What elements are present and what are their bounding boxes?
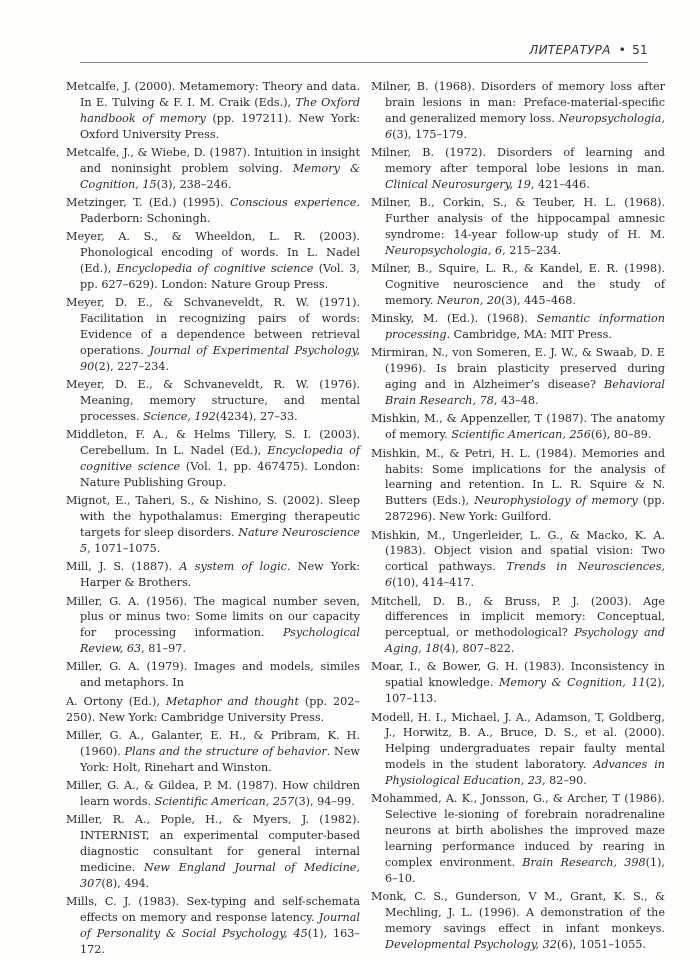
reference-entry xyxy=(66,559,360,591)
reference-post-text: , 43–48. xyxy=(493,394,539,407)
reference-post-text: , 81–97. xyxy=(141,642,186,656)
reference-entry xyxy=(66,295,360,374)
reference-ital-text: Memory & Cognition, 15 xyxy=(80,161,360,191)
reference-pre-text: Mishkin, M., & Appenzeller, T (1987). The anatomy of memory. xyxy=(371,412,665,442)
reference-pre-text: A. Ortony (Ed.), xyxy=(66,694,166,708)
reference-ital-text: Neuropsychologia, 6 xyxy=(385,111,665,141)
reference-pre-text: Mishkin, M., Ungerleider, L. G., & Macko, K. A. (1983). Object vision and spatial vision: Two cortical pathways. xyxy=(371,528,665,574)
reference-post-text: , 1071–1075. xyxy=(87,541,161,555)
reference-ital-text: Psychological Review, 63 xyxy=(80,626,360,656)
reference-pre-text: Miller, G. A. (1979). Images and models, similes and metaphors. In xyxy=(66,660,360,690)
reference-pre-text: Meyer, D. E., & Schvaneveldt, R. W. (1976). Meaning, memory structure, and mental processes. xyxy=(66,378,360,423)
reference-post-text: (10), 414–417. xyxy=(392,576,475,590)
reference-ital-text: Neuron, 20 xyxy=(436,293,502,307)
reference-post-text: , 82–90. xyxy=(542,773,587,787)
reference-post-text: (6), 1051–1055. xyxy=(556,937,646,951)
reference-entry xyxy=(371,411,665,443)
reference-ital-text: The Oxford handbook of memory xyxy=(80,95,360,125)
reference-post-text: (pp. 287296). New York: Guilford. xyxy=(385,494,666,524)
reference-pre-text: Milner, B. (1968). Disorders of memory loss after brain lesions in man: Preface-material-specific and generalized memory loss. xyxy=(371,80,665,125)
reference-post-text: . Paderborn: Schoningh. xyxy=(80,196,360,225)
reference-entry xyxy=(66,894,360,957)
reference-ital-text: Conscious experience xyxy=(229,196,357,210)
reference-entry xyxy=(66,195,360,227)
reference-ital-text: Trends in Neurosciences, 6 xyxy=(385,560,665,590)
reference-post-text: (pp. 197211). New York: Oxford University Press. xyxy=(80,111,360,141)
reference-ital-text: Neuropsychologia, 6 xyxy=(385,243,503,257)
reference-pre-text: Mishkin, M., & Petri, H. L. (1984). Memories and habits: Some implications for the analysis of learning and retention. In L. R. Squire & N. Butters (Eds.), xyxy=(371,446,665,508)
reference-post-text: , 215–234. xyxy=(502,243,562,257)
reference-entry xyxy=(371,195,665,258)
reference-post-text: (Vol. 3, pp. 627–629). London: Nature Group Press. xyxy=(80,262,360,291)
reference-post-text: . New York: Harper & Brothers. xyxy=(80,560,360,590)
reference-post-text: (4234), 27–33. xyxy=(215,409,298,423)
reference-post-text: , 421–446. xyxy=(530,177,590,191)
reference-pre-text: Milner, B. (1972). Disorders of learning and memory after temporal lobe lesions in man. xyxy=(371,145,665,175)
reference-ital-text: Psychology and Aging, 18 xyxy=(385,626,666,656)
reference-entry xyxy=(66,493,360,556)
reference-ital-text: Brain Research, 398 xyxy=(522,855,646,869)
reference-ital-text: Developmental Psychology, 32 xyxy=(385,937,557,951)
reference-ital-text: Scientific American, 257 xyxy=(154,795,295,808)
reference-entry xyxy=(371,889,665,952)
reference-post-text: (Vol. 1, pp. 467475). London: Nature Publishing Group. xyxy=(80,459,360,489)
left-reference-column xyxy=(66,79,360,960)
reference-pre-text: Mitchell, D. B., & Bruss, P. J. (2003). Age differences in implicit memory: Conceptual, perceptual, or methodological? xyxy=(371,594,665,640)
reference-post-text: (3), 94–99. xyxy=(294,795,355,808)
reference-ital-text: Science, 192 xyxy=(143,409,216,423)
reference-ital-text: Encyclopedia of cognitive science xyxy=(116,262,314,276)
reference-ital-text: Metaphor and thought xyxy=(165,694,299,708)
reference-ital-text: Behavioral Brain Research, 78 xyxy=(385,378,665,407)
reference-entry xyxy=(371,446,665,525)
reference-ital-text: Journal of Personality & Social Psychology, 45 xyxy=(80,911,360,940)
reference-pre-text: Metzinger, T. (Ed.) (1995). xyxy=(66,196,230,210)
header-bullet: • xyxy=(618,43,627,57)
reference-post-text: . Cambridge, MA: MIT Press. xyxy=(446,328,612,342)
reference-entry xyxy=(66,427,360,490)
reference-entry xyxy=(371,345,665,408)
reference-entry xyxy=(66,594,360,657)
reference-entry xyxy=(66,728,360,776)
reference-pre-text: Mirmiran, N., von Someren, E. J. W., & Swaab, D. E (1996). Is brain plasticity preserved during aging and in Alzheimer’s disease? xyxy=(371,346,665,392)
reference-pre-text: Middleton, F. A., & Helms Tillery, S. I. (2003). Cerebellum. In L. Nadel (Ed.), xyxy=(66,428,360,458)
reference-entry xyxy=(66,229,360,292)
reference-pre-text: Mills, C. J. (1983). Sex-typing and self-schemata effects on memory and response latency. xyxy=(66,895,360,925)
reference-post-text: (2), 107–113. xyxy=(385,676,665,706)
right-reference-column xyxy=(371,79,665,955)
reference-ital-text: A system of logic xyxy=(179,560,287,574)
reference-entry xyxy=(371,659,665,707)
reference-ital-text: Advances in Physiological Education, 23 xyxy=(385,758,666,787)
reference-ital-text: Clinical Neurosurgery, 19 xyxy=(385,177,531,191)
reference-pre-text: Meyer, A. S., & Wheeldon, L. R. (2003). Phonological encoding of words. In L. Nadel (Ed.), xyxy=(66,230,360,276)
reference-post-text: . New York: Holt, Rinehart and Winston. xyxy=(80,744,360,774)
reference-ital-text: Scientific American, 256 xyxy=(451,428,591,442)
reference-ital-text: Plans and the structure of behavior xyxy=(124,744,327,758)
reference-entry xyxy=(66,377,360,425)
reference-pre-text: Miller, R. A., Pople, H., & Myers, J. (1982). INTERNIST, an experimental computer-based diagnostic consultant for general internal medicine. xyxy=(66,813,360,874)
reference-ital-text: Nature Neuroscience 5 xyxy=(80,525,360,555)
reference-post-text: (pp. 202–250). New York: Cambridge University Press. xyxy=(66,694,360,724)
reference-post-text: (8), 494. xyxy=(101,876,150,890)
running-header xyxy=(80,40,648,63)
reference-entry xyxy=(66,145,360,193)
reference-pre-text: Milner, B., Corkin, S., & Teuber, H. L. (1968). Further analysis of the hippocampal amnesic syndrome: 14-year follow-up study of H. M. xyxy=(371,196,665,241)
reference-post-text: (1), 6–10. xyxy=(385,855,665,885)
reference-post-text: (4), 807–822. xyxy=(439,642,515,656)
reference-ital-text: Journal of Experimental Psychology, 90 xyxy=(80,343,360,373)
reference-entry xyxy=(66,778,360,810)
reference-post-text: (3), 445–468. xyxy=(501,293,576,307)
reference-pre-text: Mill, J. S. (1887). xyxy=(66,560,180,574)
reference-ital-text: Encyclopedia of cognitive science xyxy=(80,444,360,473)
reference-entry xyxy=(371,710,665,789)
reference-entry xyxy=(371,145,665,193)
reference-pre-text: Metcalfe, J. (2000). Metamemory: Theory and data. In E. Tulving & F. I. M. Craik (Eds.), xyxy=(66,80,360,109)
reference-ital-text: Semantic information processing xyxy=(385,312,665,342)
reference-post-text: (1), 163–172. xyxy=(80,926,360,956)
reference-pre-text: Miller, G. A., & Gildea, P. M. (1987). How children learn words. xyxy=(66,779,360,808)
reference-ital-text: Memory & Cognition, 11 xyxy=(498,676,646,690)
reference-pre-text: Miller, G. A. (1956). The magical number seven, plus or minus two: Some limits on our capacity for processing information. xyxy=(66,594,360,640)
reference-ital-text: New England Journal of Medicine, 307 xyxy=(80,860,360,890)
reference-entry xyxy=(66,812,360,891)
reference-entry xyxy=(371,528,665,591)
reference-entry xyxy=(66,659,360,691)
reference-entry xyxy=(371,791,665,886)
reference-pre-text: Milner, B., Squire, L. R., & Kandel, E. R. (1998). Cognitive neuroscience and the study of memory. xyxy=(371,262,665,307)
reference-pre-text: Miller, G. A., Galanter, E. H., & Pribram, K. H. (1960). xyxy=(66,729,360,758)
reference-pre-text: Monk, C. S., Gunderson, V M., Grant, K. S., & Mechling, J. L. (1996). A demonstration of the memory savings effect in infant monkeys. xyxy=(371,890,665,935)
reference-post-text: (3), 175–179. xyxy=(392,127,467,141)
reference-entry xyxy=(66,694,360,726)
reference-entry xyxy=(66,79,360,142)
reference-entry xyxy=(371,261,665,309)
reference-post-text: (2), 227–234. xyxy=(94,359,170,373)
header-text xyxy=(529,43,648,57)
reference-entry xyxy=(371,79,665,142)
reference-pre-text: Moar, I., & Bower, G. H. (1983). Inconsistency in spatial knowledge. xyxy=(371,660,665,690)
section-title: ЛИТЕРАТУРА xyxy=(529,43,611,57)
reference-post-text: (3), 238–246. xyxy=(156,177,232,191)
reference-pre-text: Mignot, E., Taheri, S., & Nishino, S. (2002). Sleep with the hypothalamus: Emerging therapeutic targets for sleep disorders. xyxy=(66,494,360,539)
reference-pre-text: Metcalfe, J., & Wiebe, D. (1987). Intuition in insight and noninsight problem solving. xyxy=(66,145,360,175)
reference-pre-text: Meyer, D. E., & Schvaneveldt, R. W. (1971). Facilitation in recognizing pairs of words: Evidence of a dependence between retrieval operations. xyxy=(66,296,360,357)
reference-pre-text: Modell, H. I., Michael, J. A., Adamson, T, Goldberg, J., Horwitz, B. A., Bruce, D. S., et al. (2000). Helping undergraduates repair faulty mental models in the student laboratory. xyxy=(371,710,665,772)
reference-entry xyxy=(371,594,665,657)
reference-ital-text: Neurophysiology of memory xyxy=(474,494,638,508)
page-number: 51 xyxy=(632,43,648,57)
reference-entry xyxy=(371,311,665,343)
reference-pre-text: Minsky, M. (Ed.). (1968). xyxy=(371,312,537,326)
reference-post-text: (6), 80–89. xyxy=(590,428,652,442)
reference-pre-text: Mohammed, A. K., Jonsson, G., & Archer, T (1986). Selective le-sioning of forebrain noradrenaline neurons at birth abolishes the improved maze learning performance induced by rearing in complex environment. xyxy=(371,792,665,869)
